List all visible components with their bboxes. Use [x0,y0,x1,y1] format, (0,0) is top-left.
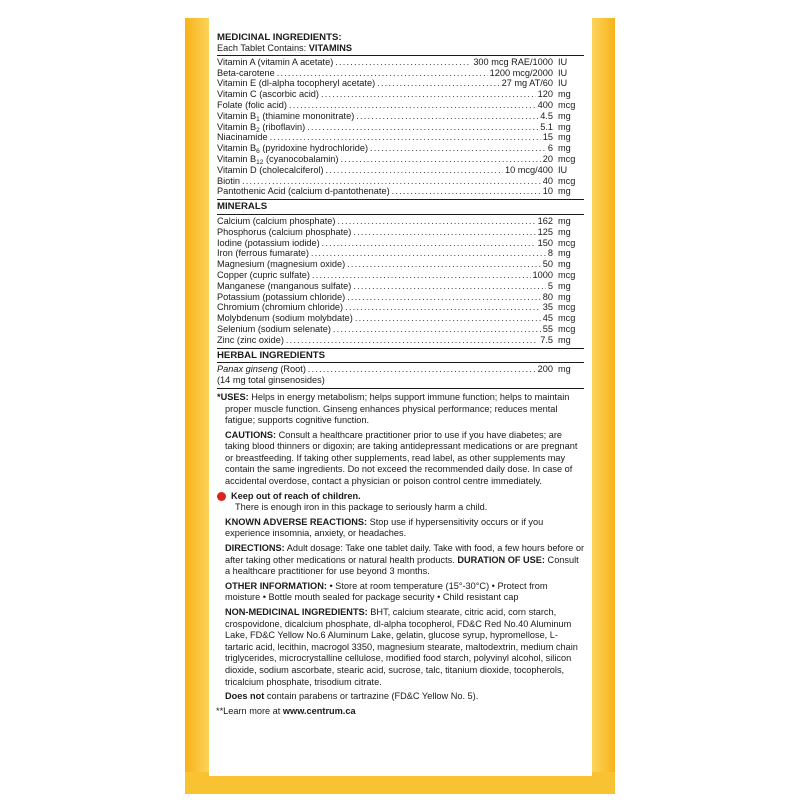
vitamin-unit: IU [558,56,568,67]
each-tablet-label: Each Tablet Contains: [217,43,307,53]
label-notes [217,392,584,717]
vitamin-unit: mg [558,132,571,143]
mineral-amount: 150 [537,237,553,248]
vitamin-row [217,111,584,122]
stop-warning-icon [217,492,226,501]
other-info-paragraph: OTHER INFORMATION: • Store at room temperature (15°-30°C) • Protect from moisture • Bottle mouth sealed for package security • Child resistant cap [225,580,548,603]
cautions-paragraph: CAUTIONS: Consult a healthcare practitioner prior to use if you have diabetes; are taking blood thinners or digoxin; are taking antidepressant medications or are pregnant or breastfeeding. If taking other supplements, read label, as other supplements may contain the same ingredients. Do not exceed the recommended daily dose. In case of accidental overdose, contact a physician or poison control centre immediately. [225,429,578,487]
vitamin-name: Vitamin C (ascorbic acid) [217,89,319,100]
mineral-name: Chromium (chromium chloride) [217,302,344,313]
vitamin-row [217,68,584,79]
mineral-amount: 7.5 [540,334,553,345]
mineral-amount: 1000 [532,269,553,280]
herbal-unit: mg [558,364,571,375]
vitamin-name: Beta-carotene [217,67,275,78]
mineral-row [217,335,584,346]
vitamin-name: Folate (folic acid) [217,99,287,110]
mineral-unit: mg [558,291,571,302]
medicinal-header [217,32,584,56]
mineral-name: Potassium (potassium chloride) [217,291,346,302]
vitamin-row [217,176,584,187]
vitamin-row [217,57,584,68]
minerals-title: MINERALS [217,202,584,215]
herbal-table [217,364,584,389]
mineral-name: Iron (ferrous fumarate) [217,248,309,259]
mineral-unit: mg [558,226,571,237]
vitamin-amount: 6 [547,143,553,154]
uses-paragraph: *USES: Helps in energy metabolism; helps support immune function; helps to maintain proper muscle function. Ginseng enhances physical performance; reduces mental fatigue; supports cognitive function. [217,391,570,426]
mineral-amount: 55 [542,323,553,334]
herbal-sub: (14 mg total ginsenosides) [217,375,325,386]
vitamin-row [217,143,584,154]
mineral-amount: 8 [547,248,553,259]
vitamin-unit: IU [558,78,568,89]
vitamin-amount: 15 [542,132,553,143]
vitamin-unit: IU [558,67,568,78]
each-tablet-line [217,43,584,54]
mineral-amount: 125 [537,226,553,237]
footer-url: www.centrum.ca [282,705,356,716]
vitamin-name: Vitamin $B_1$ (thiamine mononitrate) [217,110,355,123]
mineral-unit: mg [558,334,571,345]
herbal-title: HERBAL INGREDIENTS [217,351,584,364]
mineral-unit: mg [558,259,571,270]
vitamin-amount: 10 mcg/400 [504,164,553,175]
mineral-amount: 5 [547,280,553,291]
vitamin-name: Niacinamide [217,132,268,143]
herbal-name: Panax ginseng (Root) [217,364,306,375]
medicinal-title: MEDICINAL INGREDIENTS: [217,32,342,43]
footer-learn-more: **Learn more at www.centrum.ca [216,705,356,716]
vitamin-unit: mg [558,121,571,132]
vitamin-amount: 5.1 [540,121,553,132]
mineral-row [217,270,584,281]
vitamin-amount: 20 [542,153,553,164]
vitamin-amount: 27 mg AT/60 [501,78,553,89]
vitamin-name: Vitamin E (dl-alpha tocopheryl acetate) [217,78,376,89]
vitamin-unit: mcg [558,99,576,110]
mineral-name: Calcium (calcium phosphate) [217,215,336,226]
mineral-amount: 162 [537,215,553,226]
mineral-row [217,248,584,259]
vitamin-name: Biotin [217,175,240,186]
vitamin-unit: mg [558,143,571,154]
vitamin-unit: mcg [558,153,576,164]
non-medicinal-paragraph: NON-MEDICINAL INGREDIENTS: BHT, calcium stearate, citric acid, corn starch, crospovidone, dicalcium phosphate, dl-alpha tocopherol, FD&C Red No.40 Aluminum Lake, FD&C Yellow No.6 Aluminum Lake, gelatin, glucose syrup, hypromellose, L-tartaric acid, lecithin, macrogol 3350, magnesium stearate, maltodextrin, medium chain triglycerides, microcrystalline cellulose, modified food starch, polyvinyl alcohol, silicon dioxide, sodium ascorbate, stearic acid, sucrose, talc, titanium dioxide, tocopherols, tricalcium phosphate, trisodium citrate. [225,607,578,687]
keep-out-line [217,491,584,503]
vitamin-row [217,186,584,197]
mineral-row [217,227,584,238]
vitamin-row [217,122,584,133]
vitamin-name: Vitamin D (cholecalciferol) [217,164,324,175]
vitamin-amount: 400 [537,99,553,110]
mineral-row [217,302,584,313]
vitamin-unit: mg [558,89,571,100]
mineral-unit: mcg [558,237,576,248]
mineral-row [217,281,584,292]
vitamin-amount: 1200 mcg/2000 [489,67,553,78]
mineral-name: Selenium (sodium selenate) [217,323,331,334]
mineral-amount: 50 [542,259,553,270]
herbal-row [217,364,584,375]
vitamin-unit: IU [558,164,568,175]
vitamin-amount: 10 [542,186,553,197]
mineral-unit: mcg [558,302,576,313]
mineral-unit: mcg [558,313,576,324]
vitamin-amount: 300 mcg RAE/1000 [473,56,553,67]
vitamin-amount: 4.5 [540,110,553,121]
vitamin-name: Vitamin $B_6$ (pyridoxine hydrochloride) [217,143,369,156]
vitamin-row [217,132,584,143]
mineral-row [217,238,584,249]
directions-paragraph: DIRECTIONS: Adult dosage: Take one tablet daily. Take with food, a few hours before or after taking other medications or natural health products. DURATION OF USE: Consult a healthcare practitioner for use beyond 3 months. [225,543,585,577]
mineral-unit: mg [558,215,571,226]
mineral-name: Zinc (zinc oxide) [217,334,284,345]
mineral-row [217,259,584,270]
mineral-row [217,324,584,335]
vitamin-unit: mg [558,186,571,197]
mineral-name: Manganese (manganous sulfate) [217,280,352,291]
mineral-amount: 35 [542,302,553,313]
mineral-unit: mcg [558,323,576,334]
mineral-name: Copper (cupric sulfate) [217,269,310,280]
vitamin-name: Vitamin A (vitamin A acetate) [217,56,334,67]
vitamin-row [217,165,584,176]
vitamin-unit: mg [558,110,571,121]
does-not-paragraph: Does not contain parabens or tartrazine (FD&C Yellow No. 5). [225,691,479,702]
herbal-amount: 200 [537,364,553,375]
vitamins-table [217,57,584,200]
vitamin-amount: 120 [537,89,553,100]
box-side-right [592,18,615,794]
mineral-amount: 45 [542,313,553,324]
minerals-table [217,216,584,349]
keep-out-label: Keep out of reach of children. [231,490,361,501]
vitamin-name: Pantothenic Acid (calcium d-pantothenate) [217,186,390,197]
mineral-amount: 80 [542,291,553,302]
mineral-row [217,313,584,324]
vitamin-name: Vitamin $B_2$ (riboflavin) [217,121,306,134]
vitamin-row [217,78,584,89]
mineral-name: Molybdenum (sodium molybdate) [217,313,353,324]
vitamin-amount: 40 [542,175,553,186]
label-content [217,32,584,717]
mineral-unit: mg [558,248,571,259]
vitamins-label: VITAMINS [308,43,352,53]
vitamin-row [217,100,584,111]
keep-out-text: There is enough iron in this package to seriously harm a child. [235,502,488,513]
adverse-paragraph: KNOWN ADVERSE REACTIONS: Stop use if hypersensitivity occurs or if you experience insomnia, anxiety, or headaches. [225,516,544,539]
mineral-row [217,292,584,303]
vitamin-unit: mcg [558,175,576,186]
mineral-name: Magnesium (magnesium oxide) [217,259,346,270]
mineral-unit: mg [558,280,571,291]
mineral-unit: mcg [558,269,576,280]
mineral-name: Iodine (potassium iodide) [217,237,320,248]
vitamin-row [217,154,584,165]
box-side-left [185,18,210,794]
vitamin-name: Vitamin $B_{12}$ (cyanocobalamin) [217,153,339,166]
mineral-name: Phosphorus (calcium phosphate) [217,226,352,237]
mineral-row [217,216,584,227]
vitamin-row [217,89,584,100]
